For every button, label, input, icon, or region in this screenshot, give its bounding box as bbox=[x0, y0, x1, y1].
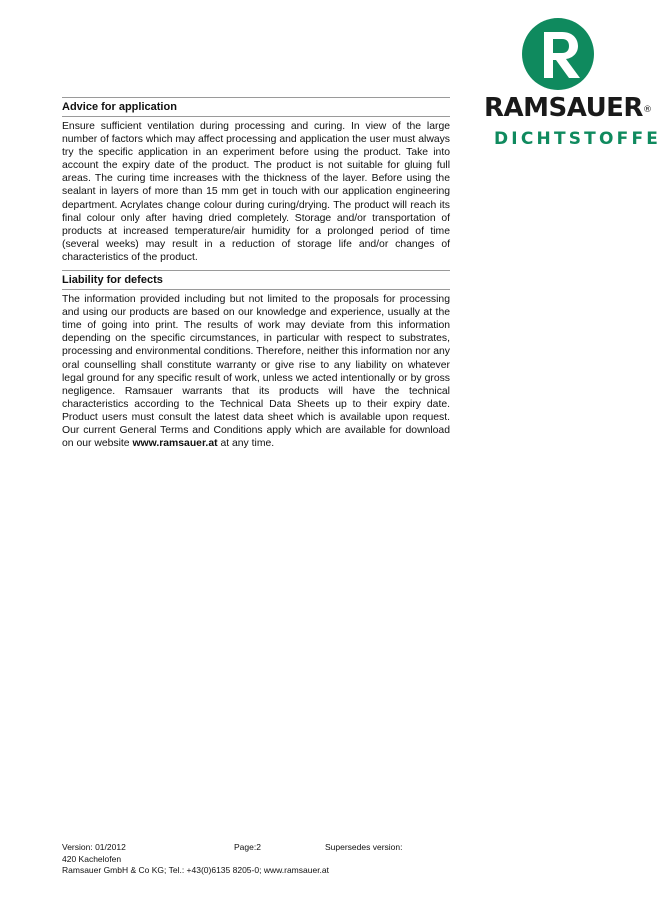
ramsauer-r-mark-icon bbox=[522, 18, 594, 90]
registered-mark: ® bbox=[642, 105, 652, 115]
footer-version: Version: 01/2012 bbox=[62, 842, 126, 852]
company-logo bbox=[480, 14, 661, 154]
document-body bbox=[62, 97, 450, 456]
advice-paragraph: Ensure sufficient ventilation during processing and curing. In view of the large number of factors which may affect processing and application the user must always try the specific application in an experiment before using the product. Take into account the expiry date of the product. The product is not suitable for gluing full areas. The curing time increases with the thickness of the layer. Before using the sealant in layers of more than 15 mm get in touch with our application engineering department. Acrylates change colour during curing/drying. The product will reach its final colour only after having dried completely. Storage and/or transportation of products at increased temperature/air humidity for a prolonged period of time (several weeks) may result in a reduction of storage life and/or changes of characteristics of the product. bbox=[62, 121, 450, 263]
footer-page-number: Page:2 bbox=[234, 842, 261, 852]
brand-subtitle: DICHTSTOFFE bbox=[494, 129, 661, 149]
footer-supersedes: Supersedes version: bbox=[325, 842, 403, 852]
section-title-liability: Liability for defects bbox=[62, 270, 450, 290]
section-title-advice: Advice for application bbox=[62, 97, 450, 117]
website-link[interactable]: www.ramsauer.at bbox=[132, 438, 218, 450]
brand-name: RAMSAUER® bbox=[484, 93, 652, 123]
page-footer bbox=[62, 842, 482, 877]
footer-company-info: Ramsauer GmbH & Co KG; Tel.: +43(0)6135 8205-0; www.ramsauer.at bbox=[62, 865, 330, 875]
liability-paragraph: The information provided including but not limited to the proposals for processing and using our products are based on our knowledge and experience, usually at the time of going into print. The results of work may deviate from this information depending on the specific circumstances, in particular with respect to substrates, processing and environmental conditions. Therefore, neither this information nor any oral counselling shall constitute warranty or give rise to any liability on whatever legal ground for any specific result of work, unless we acted intentionally or by gross negligence. Ramsauer warrants that its products will have the technical characteristics according to the Technical Data Sheets up to their expiry date. Product users must consult the latest data sheet which is available upon request. Our current General Terms and Conditions apply which are available for download on our website www.ramsauer.at at any time. bbox=[62, 294, 450, 450]
footer-product-name: 420 Kachelofen bbox=[62, 853, 122, 864]
